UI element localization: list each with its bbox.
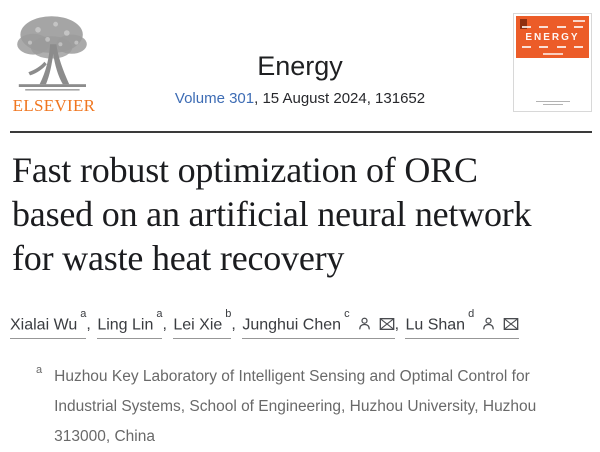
author-separator: , xyxy=(162,316,172,334)
email-envelope-icon[interactable] xyxy=(379,317,395,331)
author-name: Junghui Chen xyxy=(242,316,342,334)
article-title: Fast robust optimization of ORC based on an artificial neural network for waste heat recovery xyxy=(12,150,532,278)
author-entry xyxy=(242,308,405,334)
elsevier-logo[interactable] xyxy=(10,12,98,116)
author-link-lu-shan[interactable] xyxy=(405,308,519,339)
author-entry xyxy=(173,308,242,334)
author-separator: , xyxy=(394,316,404,334)
cover-header-row xyxy=(522,26,583,28)
header-divider xyxy=(10,131,592,133)
volume-link[interactable]: Volume 301 xyxy=(174,89,255,107)
author-entry xyxy=(405,308,519,334)
author-entry xyxy=(10,308,97,334)
cover-issue-mark xyxy=(573,20,585,22)
author-affiliation-sup: a xyxy=(80,308,87,320)
issue-suffix: , 15 August 2024, 131652 xyxy=(254,89,426,107)
elsevier-tree-icon xyxy=(14,12,94,94)
affiliation-sup: a xyxy=(36,364,43,376)
corresponding-author-icon[interactable] xyxy=(481,316,496,331)
cover-publisher-lines xyxy=(514,99,591,105)
affiliation-text: Huzhou Key Laboratory of Intelligent Sensing and Optimal Control for Industrial Systems, School of Engineering, Huzhou University, Huzhou 313000, China xyxy=(54,368,537,445)
author-link-junghui-chen[interactable] xyxy=(242,308,394,339)
author-link-ling-lin[interactable] xyxy=(97,308,163,339)
cover-journal-title: ENERGY xyxy=(525,32,580,43)
corresponding-author-icon[interactable] xyxy=(357,316,372,331)
elsevier-wordmark: ELSEVIER xyxy=(12,96,96,115)
author-affiliation-sup: c xyxy=(344,308,350,320)
author-name: Ling Lin xyxy=(97,316,154,334)
author-affiliation-sup: a xyxy=(156,308,163,320)
author-link-xialai-wu[interactable] xyxy=(10,308,87,339)
author-name: Lei Xie xyxy=(173,316,223,334)
author-separator: , xyxy=(231,316,241,334)
author-name: Lu Shan xyxy=(405,316,466,334)
cover-tagline-mark xyxy=(543,53,563,55)
author-link-lei-xie[interactable] xyxy=(173,308,232,339)
issue-line xyxy=(110,90,490,107)
author-list xyxy=(10,308,596,339)
journal-header xyxy=(110,52,490,107)
author-name: Xialai Wu xyxy=(10,316,78,334)
cover-subheader-row xyxy=(522,46,583,48)
affiliation-a xyxy=(36,362,569,452)
journal-name-link[interactable]: Energy xyxy=(257,51,343,81)
author-affiliation-sup: b xyxy=(225,308,232,320)
cover-orange-band xyxy=(516,16,589,58)
journal-cover-thumbnail[interactable] xyxy=(513,13,592,112)
email-envelope-icon[interactable] xyxy=(503,317,519,331)
author-affiliation-sup: d xyxy=(468,308,475,320)
author-entry xyxy=(97,308,173,334)
author-separator: , xyxy=(86,316,96,334)
